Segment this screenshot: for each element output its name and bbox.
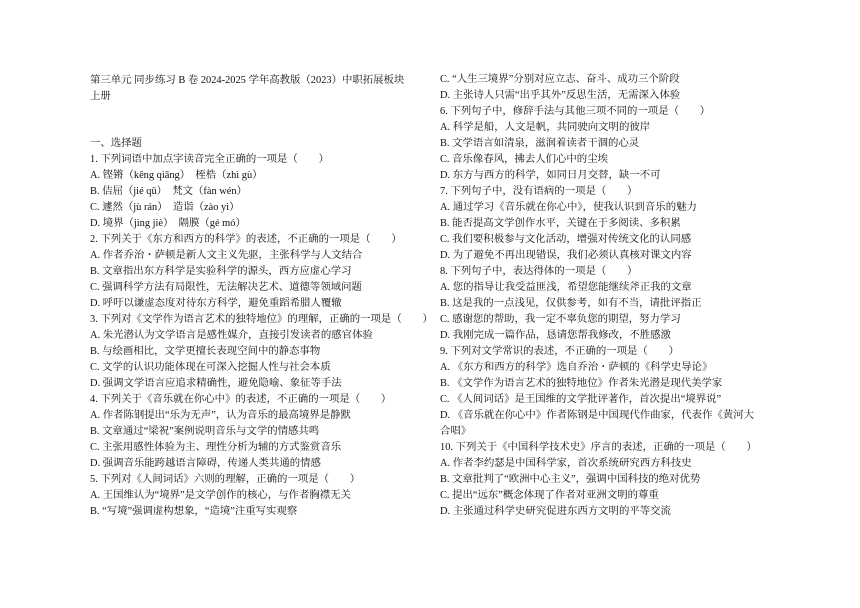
answer-option-b: B. 能否提高文学创作水平，关键在于多阅读、多积累 bbox=[440, 218, 681, 229]
question-8 bbox=[440, 264, 780, 344]
answer-option-a: A. 王国维认为“境界”是文学创作的核心，与作者胸襟无关 bbox=[90, 490, 351, 501]
question-7 bbox=[440, 184, 780, 264]
question-stem: 1. 下列词语中加点字读音完全正确的一项是（ ） bbox=[90, 154, 329, 165]
question-1 bbox=[90, 152, 435, 232]
answer-option-d: D. 为了避免不再出现错误，我们必须认真核对课文内容 bbox=[440, 250, 692, 261]
answer-option-a: A. 作者陈钢提出“乐为无声”，认为音乐的最高境界是静默 bbox=[90, 410, 351, 421]
answer-option-b: B. “写境”强调虚构想象，“造境”注重写实观察 bbox=[90, 506, 298, 517]
question-9 bbox=[440, 344, 780, 440]
question-stem: 4. 下列关于《音乐就在你心中》的表述，不正确的一项是（ ） bbox=[90, 394, 392, 405]
question-stem: 8. 下列句子中，表达得体的一项是（ ） bbox=[440, 266, 638, 277]
question-2 bbox=[90, 232, 435, 312]
answer-option-d: D. 呼吁以谦虚态度对待东方科学，避免重蹈希腊人覆辙 bbox=[90, 298, 342, 309]
answer-option-a: A. 朱光潜认为文学语言是感性媒介，直接引发读者的感官体验 bbox=[90, 330, 373, 341]
answer-option-d: D. 东方与西方的科学，如同日月交替，缺一不可 bbox=[440, 170, 661, 181]
question-5-continued bbox=[440, 72, 780, 104]
document-title: 第三单元 同步练习 B 卷 2024-2025 学年高教版（2023）中职拓展板块上册 bbox=[90, 75, 405, 102]
answer-option-b: B. 这是我的一点浅见，仅供参考，如有不当，请批评指正 bbox=[440, 298, 702, 309]
question-6 bbox=[440, 104, 780, 184]
answer-option-d: D. 主张通过科学史研究促进东西方文明的平等交流 bbox=[440, 506, 671, 517]
answer-option-c: C. 主张用感性体验为主、理性分析为辅的方式鉴赏音乐 bbox=[90, 442, 342, 453]
answer-option-c: C. 提出“远东”概念体现了作者对亚洲文明的尊重 bbox=[440, 490, 659, 501]
answer-option-c: C. 音乐像春风，拂去人们心中的尘埃 bbox=[440, 154, 608, 165]
answer-option-a: A. 通过学习《音乐就在你心中》，使我认识到音乐的魅力 bbox=[440, 202, 697, 213]
answer-option-a: A. 作者李约瑟是中国科学家，首次系统研究西方科技史 bbox=[440, 458, 692, 469]
answer-option-b: B. 文章批判了“欧洲中心主义”，强调中国科技的绝对优势 bbox=[440, 474, 701, 485]
answer-option-c: C. “人生三境界”分别对应立志、奋斗、成功三个阶段 bbox=[440, 74, 680, 85]
answer-option-d: D. 强调文学语言应追求精确性，避免隐喻、象征等手法 bbox=[90, 378, 342, 389]
answer-option-d: D. 《音乐就在你心中》作者陈钢是中国现代作曲家，代表作《黄河大合唱》 bbox=[440, 410, 755, 437]
answer-option-c: C. 遽然（jù rán） 造诣（zào yì） bbox=[90, 202, 240, 213]
answer-option-b: B. 文章指出东方科学是实验科学的源头，西方应虚心学习 bbox=[90, 266, 352, 277]
answer-option-d: D. 强调音乐能跨越语言障碍，传递人类共通的情感 bbox=[90, 458, 321, 469]
question-stem: 6. 下列句子中，修辞手法与其他三项不同的一项是（ ） bbox=[440, 106, 711, 117]
answer-option-a: A. 作者乔治・萨顿是新人文主义先驱，主张科学与人文结合 bbox=[90, 250, 363, 261]
answer-option-c: C. 强调科学方法有局限性，无法解决艺术、道德等领域问题 bbox=[90, 282, 362, 293]
answer-option-c: C. 我们要积极参与文化活动，增强对传统文化的认同感 bbox=[440, 234, 692, 245]
answer-option-b: B. 与绘画相比，文学更擅长表现空间中的静态事物 bbox=[90, 346, 321, 357]
question-stem: 5. 下列对《人间词话》六则的理解，正确的一项是（ ） bbox=[90, 474, 361, 485]
question-3 bbox=[90, 312, 435, 392]
answer-option-d: D. 主张诗人只需“出乎其外”反思生活，无需深入体验 bbox=[440, 90, 681, 101]
left-column bbox=[90, 73, 435, 520]
answer-option-b: B. 佶屈（jié qū） 梵文（fàn wén） bbox=[90, 186, 247, 197]
answer-option-d: D. 境界（jìng jiè） 隔膜（gé mó） bbox=[90, 218, 246, 229]
question-4 bbox=[90, 392, 435, 472]
question-5 bbox=[90, 472, 435, 520]
question-10 bbox=[440, 440, 780, 520]
answer-option-c: C. 感谢您的帮助，我一定不辜负您的期望，努力学习 bbox=[440, 314, 681, 325]
question-stem: 2. 下列关于《东方和西方的科学》的表述，不正确的一项是（ ） bbox=[90, 234, 402, 245]
right-column bbox=[440, 72, 780, 520]
section-heading: 一、选择题 bbox=[90, 138, 142, 149]
answer-option-a: A. 您的指导让我受益匪浅，希望您能继续斧正我的文章 bbox=[440, 282, 692, 293]
answer-option-d: D. 我刚完成一篇作品，恳请您帮我修改，不胜感激 bbox=[440, 330, 671, 341]
answer-option-b: B. 《文学作为语言艺术的独特地位》作者朱光潜是现代美学家 bbox=[440, 378, 723, 389]
answer-option-b: B. 文章通过“梁祝”案例说明音乐与文学的情感共鸣 bbox=[90, 426, 320, 437]
answer-option-a: A. 铿锵（kēng qiāng） 桎梏（zhì gù） bbox=[90, 170, 263, 181]
answer-option-a: A. 《东方和西方的科学》选自乔治・萨顿的《科学史导论》 bbox=[440, 362, 713, 373]
question-stem: 7. 下列句子中，没有语病的一项是（ ） bbox=[440, 186, 638, 197]
answer-option-c: C. 文学的认识功能体现在可深入挖掘人性与社会本质 bbox=[90, 362, 331, 373]
question-stem: 3. 下列对《文学作为语言艺术的独特地位》的理解，正确的一项是（ ） bbox=[90, 314, 433, 325]
question-stem: 10. 下列关于《中国科学技术史》序言的表述，正确的一项是（ ） bbox=[440, 442, 757, 453]
answer-option-c: C. 《人间词话》是王国维的文学批评著作，首次提出“境界说” bbox=[440, 394, 722, 405]
answer-option-b: B. 文学语言如清泉，滋润着读者干涸的心灵 bbox=[440, 138, 640, 149]
question-stem: 9. 下列对文学常识的表述，不正确的一项是（ ） bbox=[440, 346, 679, 357]
answer-option-a: A. 科学是船，人文是帆，共同驶向文明的彼岸 bbox=[440, 122, 651, 133]
